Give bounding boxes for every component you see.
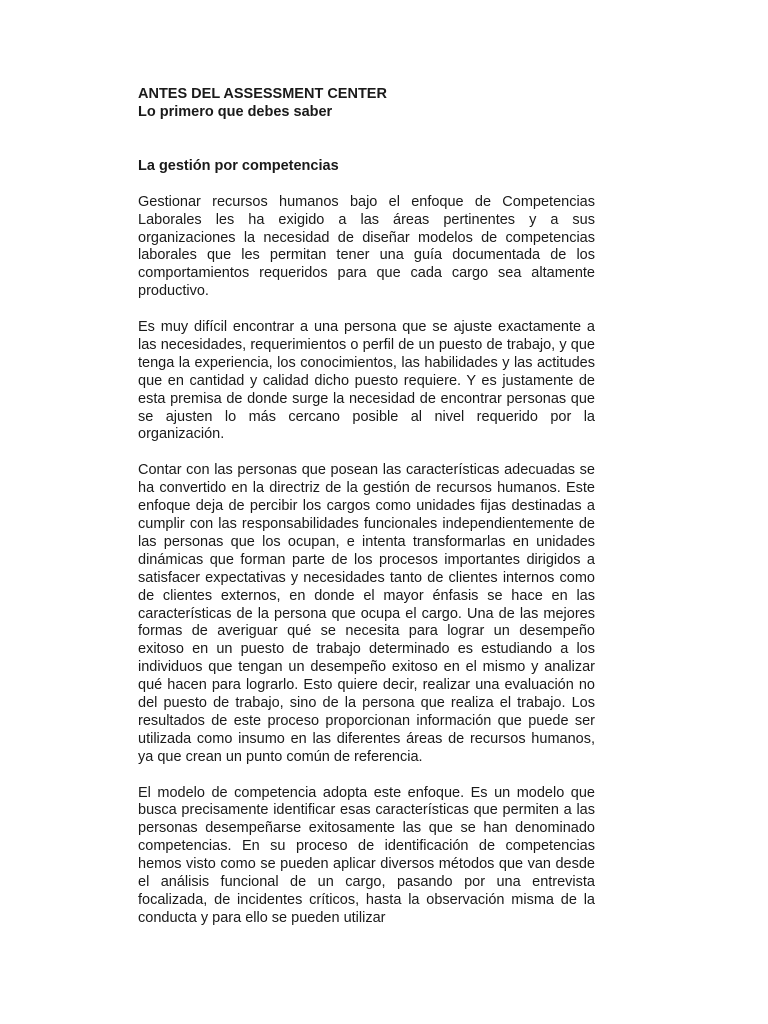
- paragraph: Contar con las personas que posean las características adecuadas se ha convertido en la directriz de la gestión de recursos humanos. Este enfoque deja de percibir los cargos como unidades fijas destinadas a cumplir con las responsabilidades funcionales independientemente de las personas que los ocupan, e intenta transformarlas en unidades dinámicas que forman parte de los procesos importantes dirigidos a satisfacer expectativas y necesidades tanto de clientes internos como de clientes externos, en donde el mayor énfasis se hace en las características de la persona que ocupa el cargo. Una de las mejores formas de averiguar qué se necesita para lograr un desempeño exitoso en un puesto de trabajo determinado es estudiando a los individuos que tengan un desempeño exitoso en el mismo y analizar qué hacen para lograrlo. Esto quiere decir, realizar una evaluación no del puesto de trabajo, sino de la persona que realiza el trabajo. Los resultados de este proceso proporcionan información que puede ser utilizada como insumo en las diferentes áreas de recursos humanos, ya que crean un punto común de referencia.: [138, 462, 595, 765]
- document-page: [138, 86, 595, 946]
- paragraph: Es muy difícil encontrar a una persona que se ajuste exactamente a las necesidades, requerimientos o perfil de un puesto de trabajo, y que tenga la experiencia, los conocimientos, las habilidades y las actitudes que en cantidad y calidad dicho puesto requiere. Y es justamente de esta premisa de donde surge la necesidad de encontrar personas que se ajusten lo más cercano posible al nivel requerido por la organización.: [138, 319, 595, 443]
- document-title: ANTES DEL ASSESSMENT CENTER: [138, 86, 387, 102]
- paragraph: Gestionar recursos humanos bajo el enfoque de Competencias Laborales les ha exigido a las áreas pertinentes y a sus organizaciones la necesidad de diseñar modelos de competencias laborales que les permitan tener una guía documentada de los comportamientos requeridos para que cada cargo sea altamente productivo.: [138, 193, 595, 300]
- document-subtitle: Lo primero que debes saber: [138, 103, 333, 120]
- paragraph: El modelo de competencia adopta este enfoque. Es un modelo que busca precisamente identificar esas características que permiten a las personas desempeñarse exitosamente las que se han denominado competencias. En su proceso de identificación de competencias hemos visto como se pueden aplicar diversos métodos que van desde el análisis funcional de un cargo, pasando por una entrevista focalizada, de incidentes críticos, hasta la observación misma de la conducta y para ello se pueden utilizar: [138, 784, 595, 926]
- section-heading: La gestión por competencias: [138, 157, 339, 174]
